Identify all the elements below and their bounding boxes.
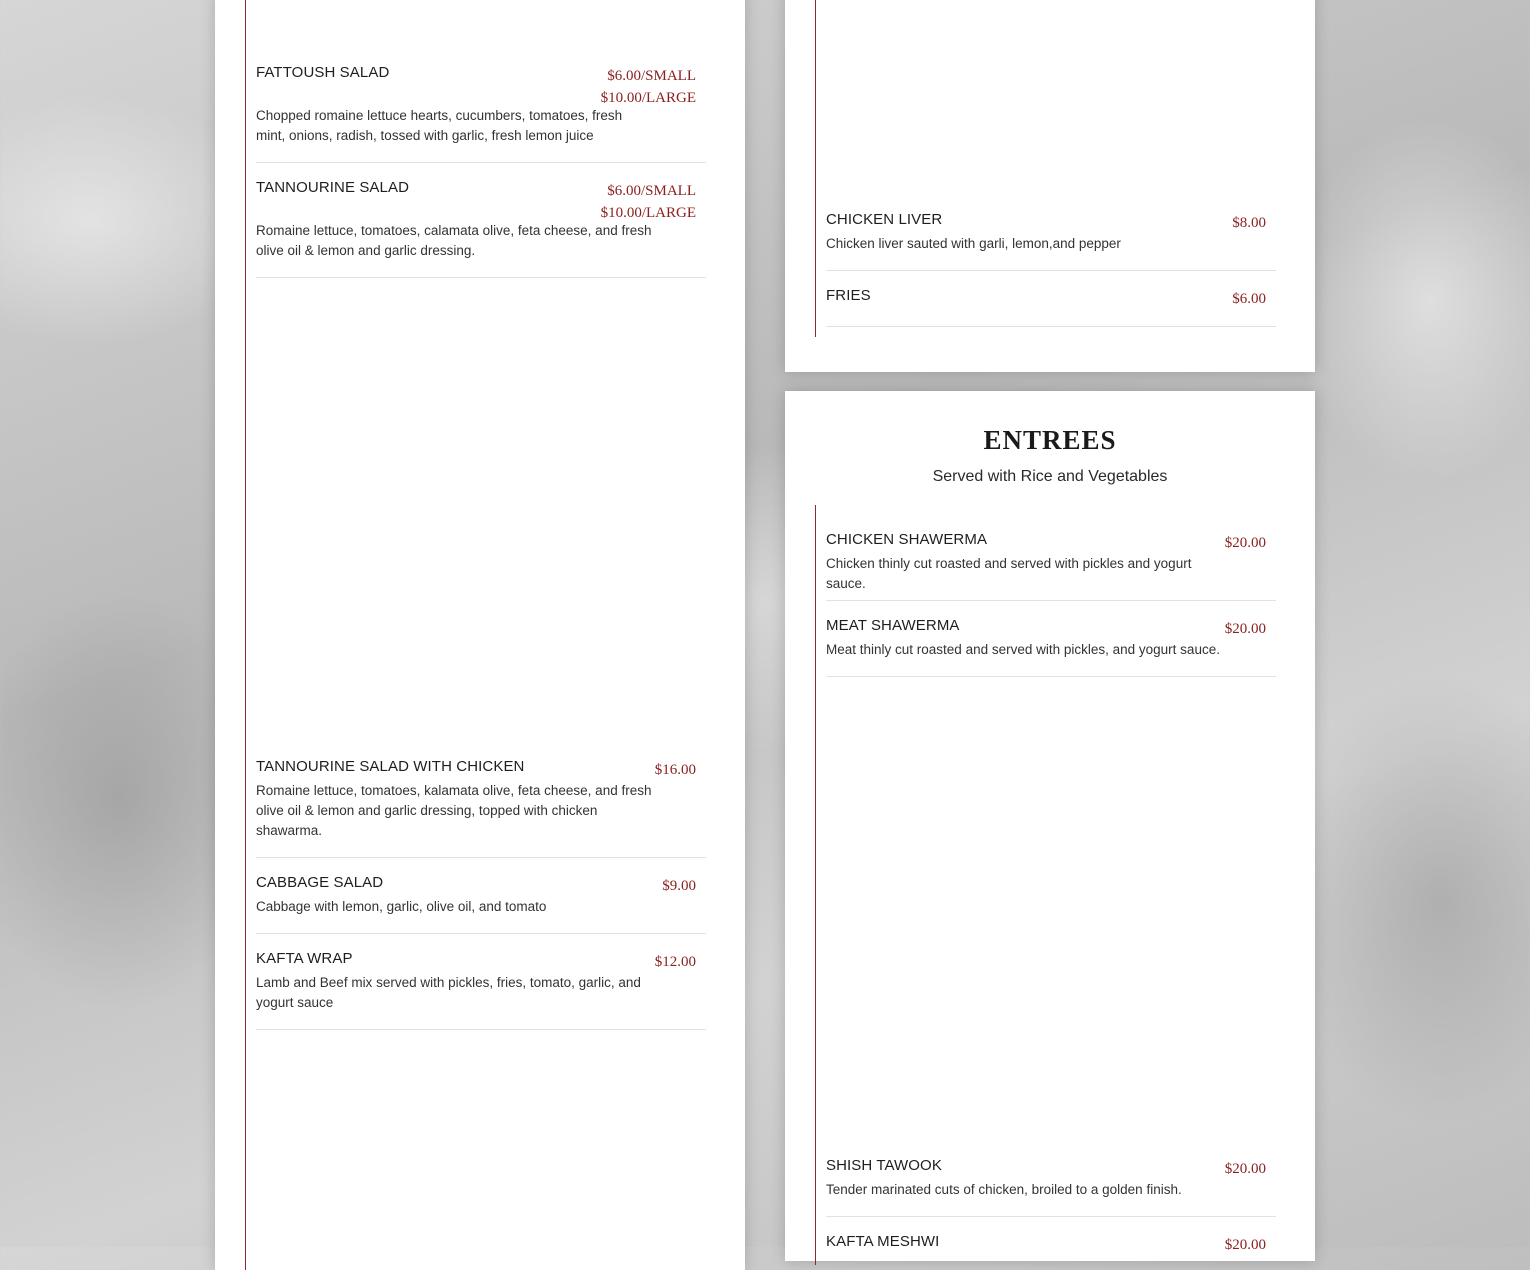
item-name: CHICKEN SHAWERMA: [826, 531, 988, 548]
section-subtitle: Served with Rice and Vegetables: [932, 468, 1168, 485]
left-menu-rule: [245, 0, 246, 1270]
item-description: Cabbage with lemon, garlic, olive oil, and tomato: [256, 899, 547, 914]
item-price: $20.00: [1224, 1161, 1266, 1177]
section-title: ENTREES: [983, 425, 1117, 455]
item-name: CABBAGE SALAD: [256, 874, 384, 891]
item-name: SHISH TAWOOK: [826, 1157, 942, 1174]
item-description: Chopped romaine lettuce hearts, cucumbers, tomatoes, fresh mint, onions, radish, tossed with garlic, fresh lemon juice: [256, 108, 623, 143]
menu-item-fattoush-salad: [256, 64, 706, 163]
item-name: CHICKEN LIVER: [826, 211, 943, 228]
menu-item-shish-tawook: [826, 1157, 1276, 1217]
item-price: $20.00: [1224, 621, 1266, 637]
menu-item-tannourine-salad-with-chicken: [256, 758, 706, 858]
menu-item-tannourine-salad: [256, 179, 706, 278]
item-name: TANNOURINE SALAD: [256, 179, 410, 196]
left-menu-card: [215, 0, 745, 1270]
item-price: $6.00/SMALL $10.00/LARGE: [600, 183, 696, 221]
menu-item-chicken-shawerma: [826, 531, 1276, 601]
menu-item-kafta-meshwi: [826, 1233, 1276, 1263]
item-description: Chicken liver sauted with garli, lemon,and pepper: [826, 236, 1121, 251]
item-price: $12.00: [654, 954, 696, 970]
item-name: KAFTA MESHWI: [826, 1233, 940, 1250]
item-price: $8.00: [1232, 215, 1266, 231]
item-description: Meat thinly cut roasted and served with pickles, and yogurt sauce.: [826, 642, 1220, 657]
item-price: $20.00: [1224, 1237, 1266, 1253]
menu-item-fries: [826, 287, 1276, 327]
right-top-menu-rule: [815, 0, 816, 337]
item-name: FATTOUSH SALAD: [256, 64, 390, 81]
menu-item-cabbage-salad: [256, 874, 706, 934]
item-description: Romaine lettuce, tomatoes, calamata olive, feta cheese, and fresh olive oil & lemon and garlic dressing.: [256, 223, 652, 258]
item-name: FRIES: [826, 287, 871, 304]
menu-item-kafta-wrap: [256, 950, 706, 1030]
item-price: $20.00: [1224, 535, 1266, 551]
item-description: Chicken thinly cut roasted and served with pickles and yogurt sauce.: [826, 556, 1192, 591]
item-name: MEAT SHAWERMA: [826, 617, 960, 634]
item-price: $9.00: [662, 878, 696, 894]
item-price: $6.00: [1232, 291, 1266, 307]
item-name: TANNOURINE SALAD WITH CHICKEN: [256, 758, 525, 775]
item-description: Tender marinated cuts of chicken, broiled to a golden finish.: [826, 1182, 1182, 1197]
item-price: $6.00/SMALL $10.00/LARGE: [600, 68, 696, 106]
item-description: Lamb and Beef mix served with pickles, fries, tomato, garlic, and yogurt sauce: [256, 975, 641, 1010]
item-description: Romaine lettuce, tomatoes, kalamata olive, feta cheese, and fresh olive oil & lemon and garlic dressing, topped with chicken shawarma.: [256, 783, 652, 838]
item-price: $16.00: [654, 762, 696, 778]
entrees-card: [785, 391, 1315, 1261]
item-name: KAFTA WRAP: [256, 950, 353, 967]
entrees-rule: [815, 505, 816, 1265]
menu-item-meat-shawerma: [826, 617, 1276, 677]
right-top-menu-card: [785, 0, 1315, 372]
menu-item-chicken-liver: [826, 211, 1276, 271]
